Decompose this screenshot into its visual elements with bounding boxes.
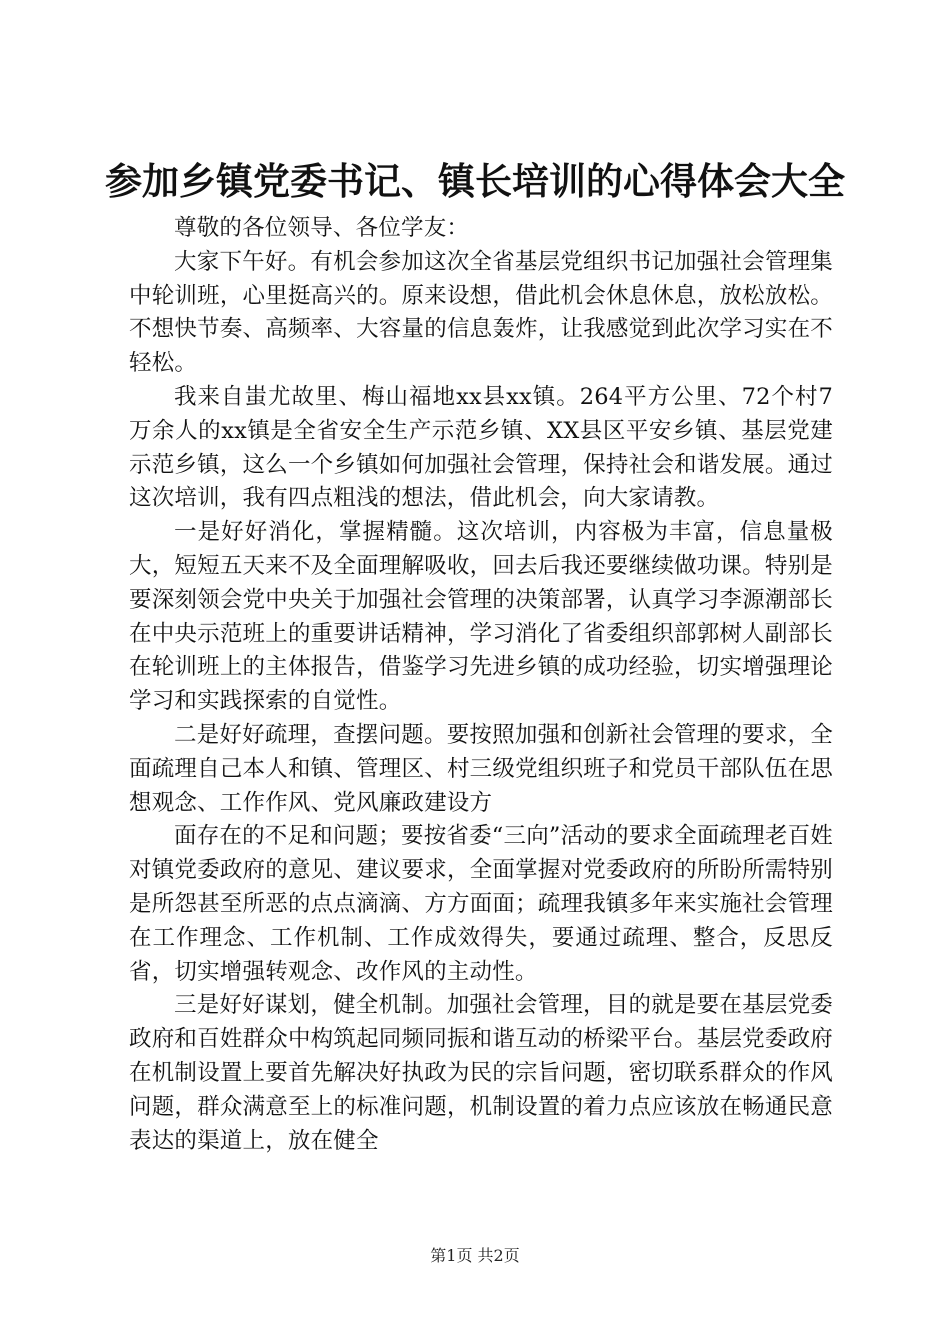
document-body (129, 212, 833, 1158)
body-paragraph: 大家下午好。有机会参加这次全省基层党组织书记加强社会管理集中轮训班，心里挺高兴的。原来设想，借此机会休息休息，放松放松。不想快节奏、高频率、大容量的信息轰炸，让我感觉到此次学习实在不轻松。 (129, 248, 833, 377)
body-paragraph: 面存在的不足和问题；要按省委“三向”活动的要求全面疏理老百姓对镇党委政府的意见、建议要求，全面掌握对党委政府的所盼所需特别是所怨甚至所恶的点点滴滴、方方面面；疏理我镇多年来实施社会管理在工作理念、工作机制、工作成效得失，要通过疏理、整合，反思反省，切实增强转观念、改作风的主动性。 (129, 823, 834, 985)
body-paragraph: 三是好好谋划，健全机制。加强社会管理，目的就是要在基层党委政府和百姓群众中构筑起同频同振和谐互动的桥梁平台。基层党委政府在机制设置上要首先解决好执政为民的宗旨问题，密切联系群众的作风问题，群众满意至上的标准问题，机制设置的着力点应该放在畅通民意表达的渠道上，放在健全 (129, 992, 833, 1154)
body-paragraph: 一是好好消化，掌握精髓。这次培训，内容极为丰富，信息量极大，短短五天来不及全面理解吸收，回去后我还要继续做功课。特别是要深刻领会党中央关于加强社会管理的决策部署，认真学习李源潮部长在中央示范班上的重要讲话精神，学习消化了省委组织部郭树人副部长在轮训班上的主体报告，借鉴学习先进乡镇的成功经验，切实增强理论学习和实践探索的自觉性。 (129, 519, 833, 715)
page-footer (0, 1244, 950, 1268)
body-paragraph: 二是好好疏理，查摆问题。要按照加强和创新社会管理的要求，全面疏理自己本人和镇、管理区、村三级党组织班子和党员干部队伍在思想观念、工作作风、党风廉政建设方 (129, 721, 833, 816)
salutation-paragraph: 尊敬的各位领导、各位学友： (174, 215, 470, 241)
document-title: 参加乡镇党委书记、镇长培训的心得体会大全 (105, 159, 845, 203)
body-paragraph: 我来自蚩尤故里、梅山福地xx县xx镇。264平方公里、72个村7万余人的xx镇是全省安全生产示范乡镇、XX县区平安乡镇、基层党建示范乡镇，这么一个乡镇如何加强社会管理，保持社会和谐发展。通过这次培训，我有四点粗浅的想法，借此机会，向大家请教。 (129, 383, 833, 512)
page-number-indicator: 第1页 共2页 (430, 1246, 520, 1265)
